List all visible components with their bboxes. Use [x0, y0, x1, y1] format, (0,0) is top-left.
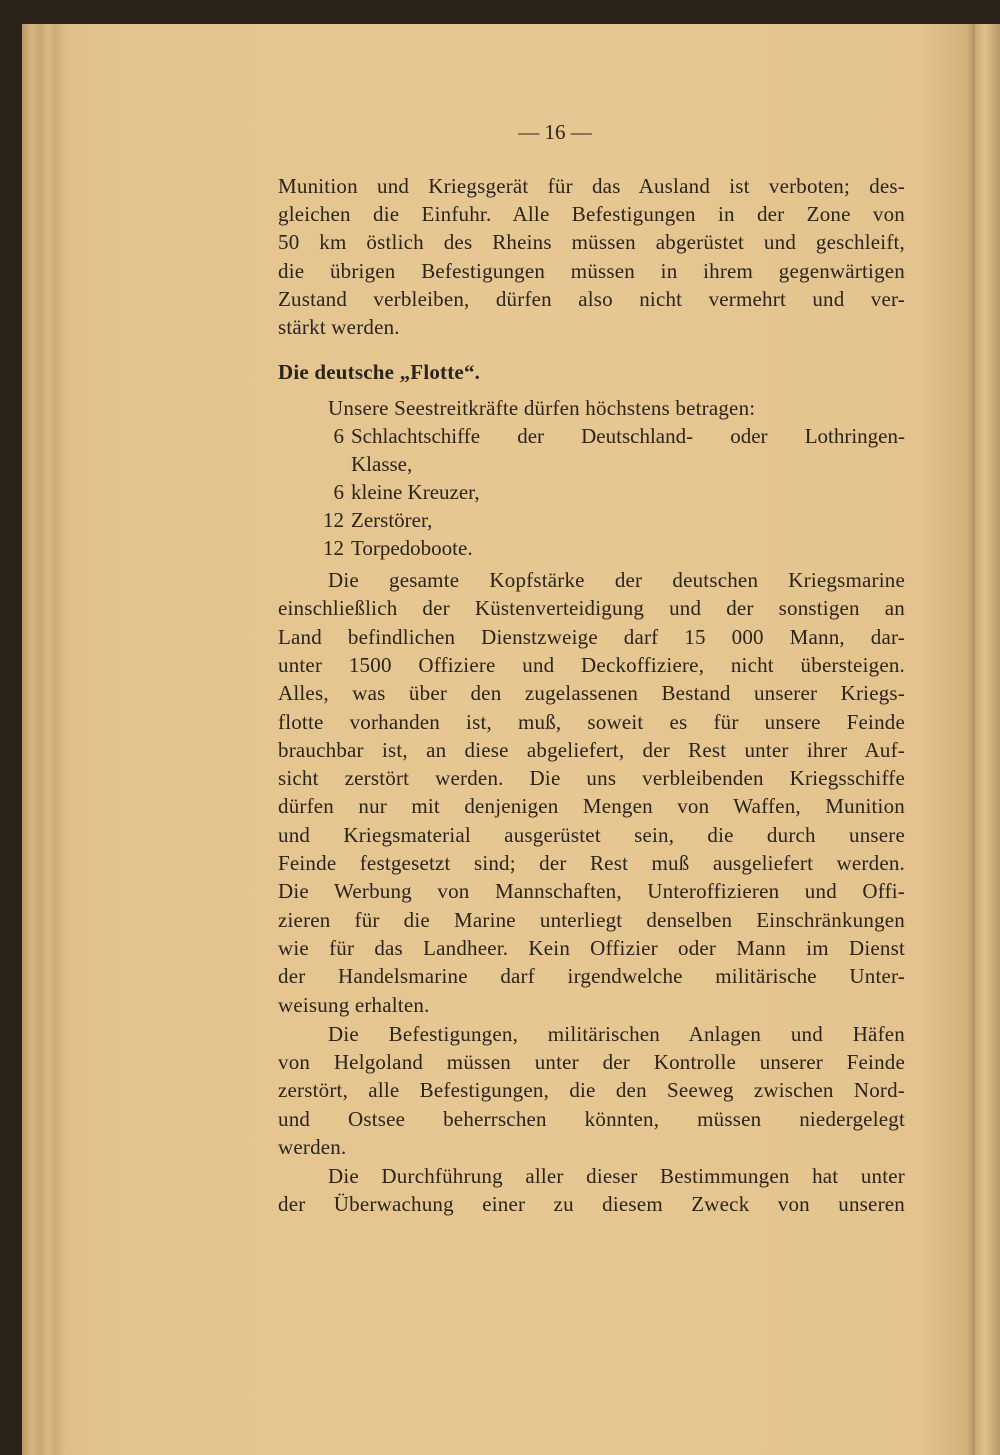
paragraph-line: Die Befestigungen, militärischen Anlagen und Häfen [328, 1022, 905, 1046]
paragraph-line: 50 km östlich des Rheins müssen abgerüstet und geschleift, [278, 230, 905, 255]
paragraph-line: wie für das Landheer. Kein Offizier oder Mann im Dienst [278, 935, 905, 960]
paragraph-line: der Überwachung einer zu diesem Zweck von unseren [278, 1192, 905, 1216]
list-item-count: 12 [323, 536, 344, 560]
list-item-count: 12 [323, 508, 344, 532]
paragraph-line: Alles, was über den zugelassenen Bestand unserer Kriegs- [278, 681, 905, 706]
paragraph-line: Die Werbung von Mannschaften, Unteroffizieren und Offi- [278, 879, 905, 904]
paragraph-line: der Handelsmarine darf irgendwelche militärische Unter- [278, 964, 905, 989]
paragraph-line: unter 1500 Offiziere und Deckoffiziere, nicht übersteigen. [278, 652, 905, 677]
paragraph-line: die übrigen Befestigungen müssen in ihrem gegenwärtigen [278, 258, 905, 283]
paragraph-line: von Helgoland müssen unter der Kontrolle unserer Feinde [278, 1050, 905, 1075]
paragraph-line: Land befindlichen Dienstzweige darf 15 000 Mann, dar- [278, 624, 905, 649]
list-item-text: Torpedoboote. [351, 536, 473, 560]
list-item-count: 6 [333, 424, 344, 448]
paragraph-line: und Kriegsmaterial ausgerüstet sein, die durch unsere [278, 822, 905, 847]
facing-page-edge [975, 24, 1000, 1455]
paragraph-line: Die gesamte Kopfstärke der deutschen Kriegsmarine [328, 568, 905, 592]
section-heading: Die deutsche „Flotte“. [278, 360, 481, 384]
paragraph-line: Munition und Kriegsgerät für das Ausland ist verboten; des- [278, 174, 905, 198]
paragraph-line: brauchbar ist, an diese abgeliefert, der Rest unter ihrer Auf- [278, 737, 905, 762]
paragraph-line: stärkt werden. [278, 315, 400, 339]
list-item-text: Schlachtschiffe der Deutschland- oder Lothringen- [351, 424, 905, 448]
paragraph-line: Feinde festgesetzt sind; der Rest muß ausgeliefert werden. [278, 851, 905, 875]
list-item-text: kleine Kreuzer, [351, 480, 480, 504]
paragraph-line: flotte vorhanden ist, muß, soweit es für unsere Feinde [278, 709, 905, 734]
paragraph-line: und Ostsee beherrschen könnten, müssen niedergelegt [278, 1106, 905, 1131]
list-item-text: Klasse, [351, 452, 413, 476]
paragraph-line: zieren für die Marine unterliegt denselben Einschränkungen [278, 907, 905, 932]
paragraph-line: zerstört, alle Befestigungen, die den Seeweg zwischen Nord- [278, 1078, 905, 1103]
paragraph-line: sicht zerstört werden. Die uns verbleibenden Kriegsschiffe [278, 766, 905, 791]
page-number: — 16 — [518, 120, 592, 144]
list-intro: Unsere Seestreitkräfte dürfen höchstens betragen: [328, 396, 756, 420]
paragraph-line: gleichen die Einfuhr. Alle Befestigungen in der Zone von [278, 202, 905, 227]
paragraph-line: werden. [278, 1134, 347, 1159]
list-item-count: 6 [333, 480, 344, 504]
list-item-text: Zerstörer, [351, 508, 433, 532]
paragraph-line: einschließlich der Küstenverteidigung und der sonstigen an [278, 596, 905, 621]
paragraph-line: dürfen nur mit denjenigen Mengen von Waffen, Munition [278, 794, 905, 819]
paragraph-line: Die Durchführung aller dieser Bestimmungen hat unter [328, 1164, 905, 1188]
paragraph-line: weisung erhalten. [278, 992, 430, 1017]
paragraph-line: Zustand verbleiben, dürfen also nicht vermehrt und ver- [278, 286, 905, 311]
